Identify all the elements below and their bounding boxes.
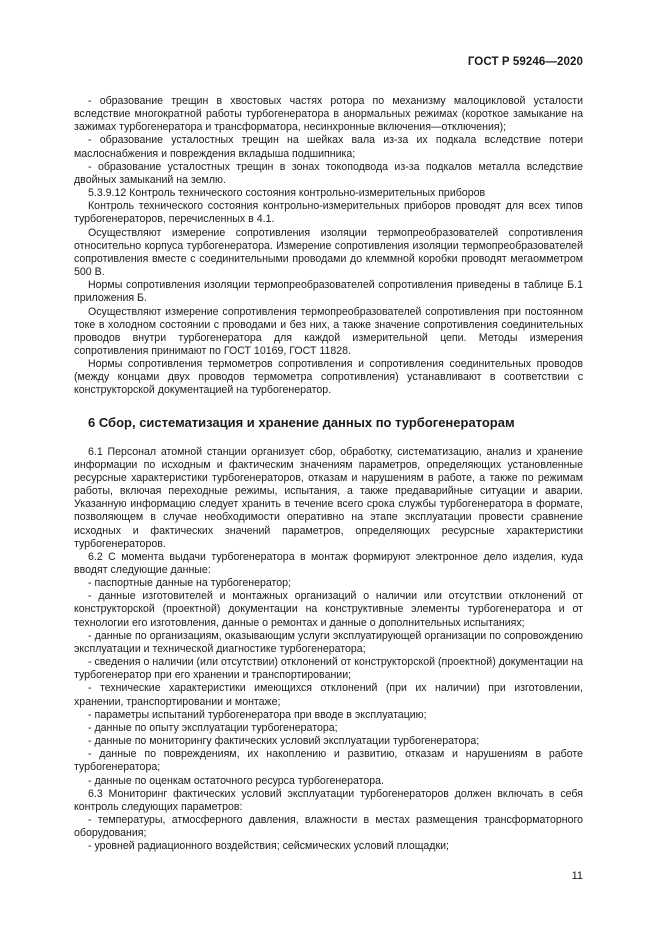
paragraph: 6.1 Персонал атомной станции организует сбор, обработку, систематизацию, анализ и хранение информации по исходным и фактическим значениям параметров, определяющих установленные ресурсные характеристики турбогенераторов, отказам и нарушениям в работе, а также по режимам работы, включая переходные режимы, испытания, а также предаварийные ситуации и аварии. Указанную информацию следует хранить в течение всего срока службы турбогенератора в формате, позволяющем в случае необходимости оперативно на этапе эксплуатации провести сравнение исходных и фактических значений параметров, определяющих ресурсные характеристики турбогенераторов. <box>74 445 583 550</box>
list-item: - данные по оценкам остаточного ресурса турбогенератора. <box>88 774 384 787</box>
paragraph: Осуществляют измерение сопротивления термопреобразователей сопротивления при постоянном токе в холодном состоянии с проводами и без них, а также значение сопротивления соединительных проводов внутри турбогенератора для каждой измерительной цепи. Методы измерения сопротивления принимают по ГОСТ 10169, ГОСТ 11828. <box>74 305 583 357</box>
paragraph: Осуществляют измерение сопротивления изоляции термопреобразователей сопротивления относительно корпуса турбогенератора. Измерение сопротивления изоляции термопреобразователей сопротивления вместе с соединительными проводами до клеммной коробки проводят мегаомметром 500 В. <box>74 226 583 279</box>
paragraph: 6.3 Мониторинг фактических условий эксплуатации турбогенераторов должен включать в себя контроль следующих параметров: <box>74 787 583 813</box>
list-item: - технические характеристики имеющихся отклонений (при их наличии) при изготовлении, хранении, транспортировании и монтаже; <box>74 682 583 708</box>
list-item: - данные изготовителей и монтажных организаций о наличии или отсутствии отклонений от конструкторской (проектной) документации на конструктивные элементы турбогенератора и от технологии его изготовления, данные о ремонтах и данные о дополнительных испытаниях; <box>74 590 583 629</box>
list-item: - сведения о наличии (или отсутствии) отклонений от конструкторской (проектной) документации на турбогенератор при его хранении и транспортировании; <box>74 656 583 682</box>
list-item: - данные по опыту эксплуатации турбогенератора; <box>88 721 338 734</box>
paragraph: - образование усталостных трещин на шейках вала из-за их подкала вследствие потери маслоснабжения и повреждения вкладыша подшипника; <box>74 134 583 160</box>
list-item: - данные по повреждениям, их накоплению и развитию, отказам и нарушениям в работе турбогенератора; <box>74 748 583 774</box>
list-item: - данные по мониторингу фактических условий эксплуатации турбогенератора; <box>88 735 480 748</box>
document-id: ГОСТ Р 59246—2020 <box>467 56 583 68</box>
page-body <box>74 95 583 853</box>
paragraph: Контроль технического состояния контрольно-измерительных приборов проводят для всех типов турбогенераторов, перечисленных в 4.1. <box>74 200 583 226</box>
paragraph: Нормы сопротивления изоляции термопреобразователей сопротивления приведены в таблице Б.1 приложения Б. <box>74 279 583 305</box>
paragraph: Нормы сопротивления термометров сопротивления и сопротивления соединительных проводов (между концами двух проводов термометра сопротивления) устанавливают в соответствии с конструкторской документацией на турбогенератор. <box>74 358 583 397</box>
subsection-heading: 5.3.9.12 Контроль технического состояния контрольно-измерительных приборов <box>88 187 486 200</box>
paragraph: - образование усталостных трещин в зонах токоподвода из-за подкалов металла вследствие двойных замыканий на землю. <box>74 160 583 186</box>
list-item: - уровней радиационного воздействия; сейсмических условий площадки; <box>88 840 449 853</box>
list-item: - параметры испытаний турбогенератора при вводе в эксплуатацию; <box>88 708 427 721</box>
list-item: - температуры, атмосферного давления, влажности в местах размещения трансформаторного оборудования; <box>74 813 583 840</box>
list-item: - паспортные данные на турбогенератор; <box>88 577 292 590</box>
paragraph: - образование трещин в хвостовых частях ротора по механизму малоцикловой усталости вследствие многократной работы турбогенератора в анормальных режимах (короткое замыкание на зажимах турбогенератора и трансформатора, несинхронные включения—отключения); <box>74 95 583 134</box>
list-item: - данные по организациям, оказывающим услуги эксплуатирующей организации по сопровождению эксплуатации и технической диагностике турбогенератора; <box>74 629 583 655</box>
page-number: 11 <box>571 870 583 882</box>
paragraph: 6.2 С момента выдачи турбогенератора в монтаж формируют электронное дело изделия, куда вводят следующие данные: <box>74 550 583 576</box>
section-title: 6 Сбор, систематизация и хранение данных по турбогенераторам <box>88 414 515 430</box>
